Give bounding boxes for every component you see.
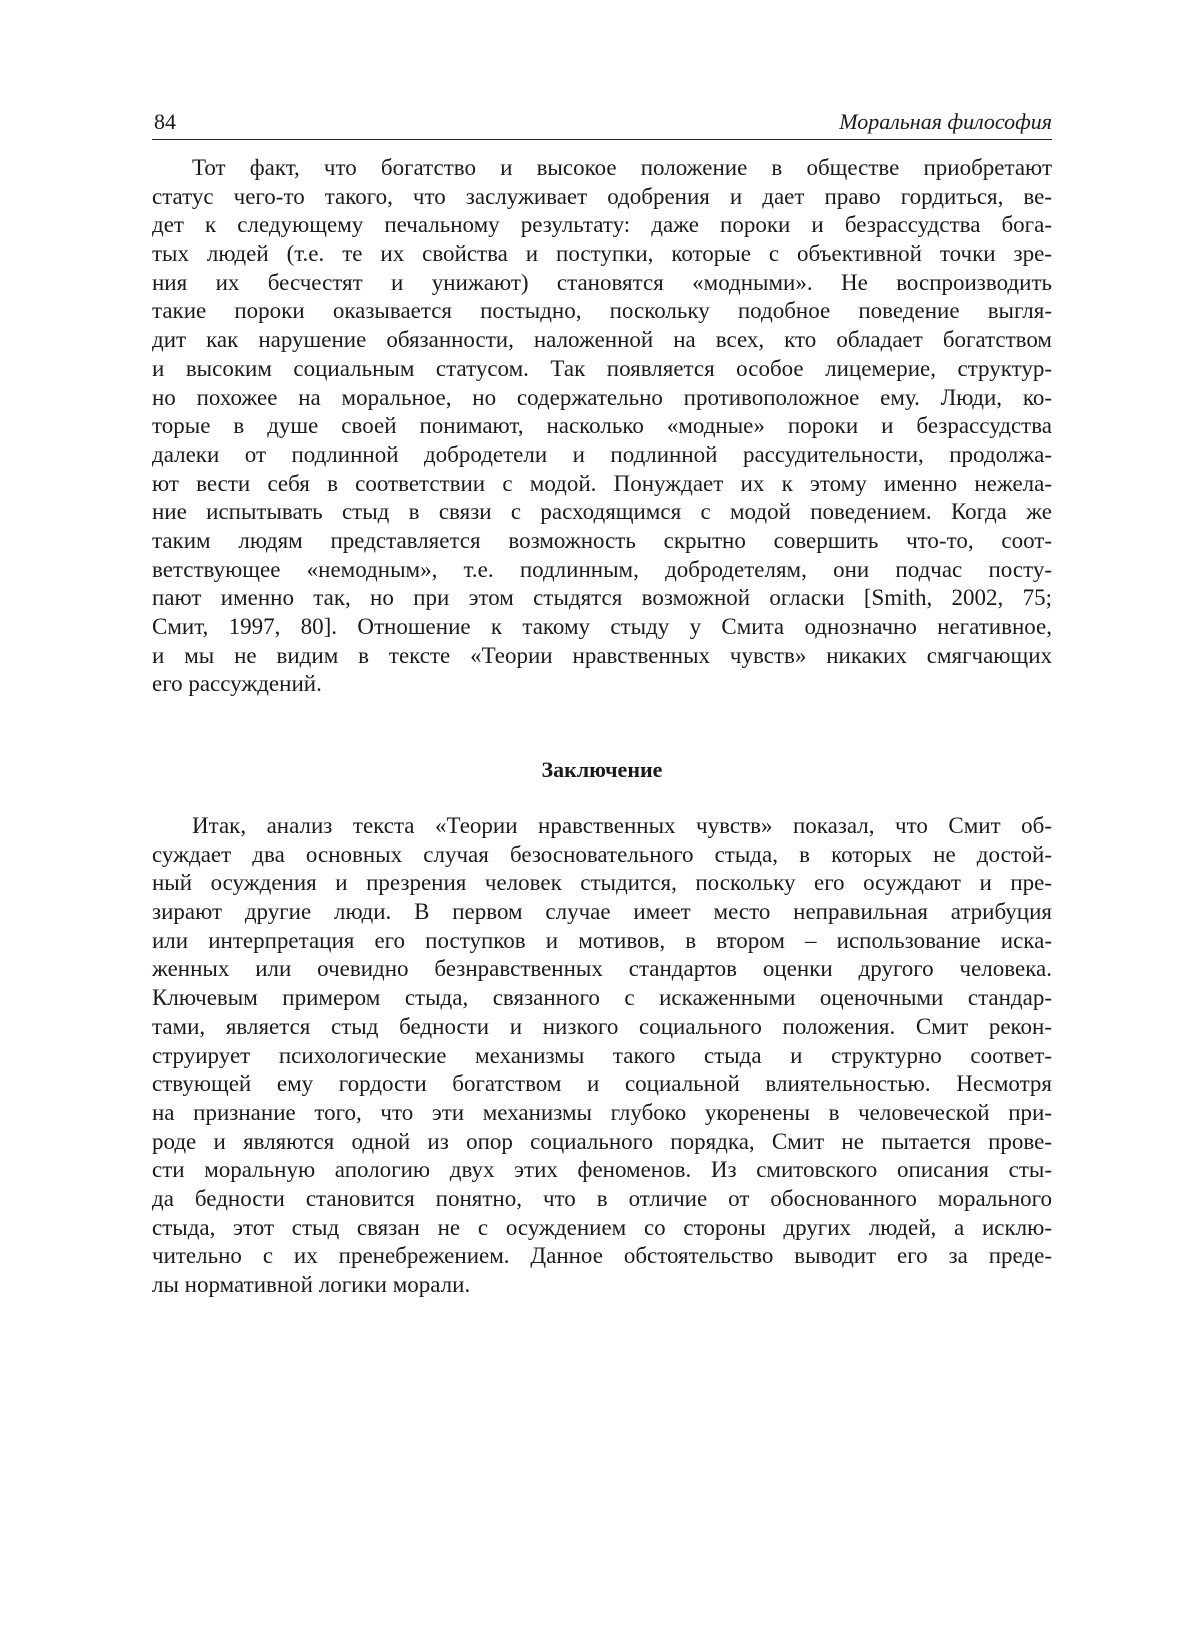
text-line: да бедности становится понятно, что в отличие от обоснованного морального xyxy=(152,1185,1052,1211)
text-line: статус чего-то такого, что заслуживает одобрения и дает право гордиться, ве- xyxy=(152,183,1052,209)
text-line: стыда, этот стыд связан не с осуждением со стороны других людей, а исклю- xyxy=(152,1214,1052,1240)
text-line: Тот факт, что богатство и высокое положение в обществе приобретают xyxy=(192,155,1052,180)
text-line: чительно с их пренебрежением. Данное обстоятельство выводит его за преде- xyxy=(152,1243,1052,1269)
page-number: 84 xyxy=(154,109,176,134)
section-heading: Заключение xyxy=(541,757,663,782)
text-line: Ключевым примером стыда, связанного с искаженными оценочными стандар- xyxy=(152,985,1052,1011)
text-line: ствующей ему гордости богатством и социальной влиятельностью. Несмотря xyxy=(152,1071,1052,1097)
text-line: и мы не видим в тексте «Теории нравственных чувств» никаких смягчающих xyxy=(152,642,1052,668)
running-title: Моральная философия xyxy=(839,109,1052,134)
text-line: Смит, 1997, 80]. Отношение к такому стыду у Смита однозначно негативное, xyxy=(152,614,1052,639)
text-line: дит как нарушение обязанности, наложенной на всех, кто обладает богатством xyxy=(152,327,1052,353)
text-line: сти моральную апологию двух этих феноменов. Из смитовского описания сты- xyxy=(152,1157,1052,1183)
text-line: Итак, анализ текста «Теории нравственных чувств» показал, что Смит об- xyxy=(192,813,1052,838)
text-line: или интерпретация его поступков и мотивов, в втором – использование иска- xyxy=(152,927,1052,953)
text-line: лы нормативной логики морали. xyxy=(152,1272,471,1297)
body-paragraph-1 xyxy=(152,154,1052,699)
text-line: но похожее на моральное, но содержательно противоположное ему. Люди, ко- xyxy=(152,384,1052,410)
text-line: ния их бесчестят и унижают) становятся «модными». Не воспроизводить xyxy=(152,269,1052,295)
text-line: на признание того, что эти механизмы глубоко укоренены в человеческой при- xyxy=(152,1099,1052,1125)
text-line: дет к следующему печальному результату: даже пороки и безрассудства бога- xyxy=(152,212,1052,238)
text-line: ветствующее «немодным», т.е. подлинным, добродетелям, они подчас посту- xyxy=(152,556,1052,582)
text-line: тами, является стыд бедности и низкого социального положения. Смит рекон- xyxy=(152,1013,1052,1039)
text-line: суждает два основных случая безосновательного стыда, в которых не достой- xyxy=(152,841,1052,867)
text-line: пают именно так, но при этом стыдятся возможной огласки [Smith, 2002, 75; xyxy=(152,585,1052,611)
text-line: тых людей (т.е. те их свойства и поступки, которые с объективной точки зре- xyxy=(152,241,1052,267)
running-header xyxy=(152,103,1052,140)
text-line: далеки от подлинной добродетели и подлинной рассудительности, продолжа- xyxy=(152,441,1052,467)
text-line: женных или очевидно безнравственных стандартов оценки другого человека. xyxy=(152,956,1052,982)
text-line: струирует психологические механизмы такого стыда и структурно соответ- xyxy=(152,1042,1052,1068)
text-line: ный осуждения и презрения человек стыдится, поскольку его осуждают и пре- xyxy=(152,870,1052,896)
text-line: ют вести себя в соответствии с модой. Понуждает их к этому именно нежела- xyxy=(152,470,1052,496)
text-line: роде и являются одной из опор социального порядка, Смит не пытается прове- xyxy=(152,1128,1052,1154)
text-line: его рассуждений. xyxy=(152,671,322,697)
text-line: и высоким социальным статусом. Так появляется особое лицемерие, структур- xyxy=(152,355,1052,381)
text-line: торые в душе своей понимают, насколько «модные» пороки и безрассудства xyxy=(152,413,1052,439)
text-line: таким людям представляется возможность скрытно совершить что-то, соот- xyxy=(152,527,1052,553)
text-line: такие пороки оказывается постыдно, поскольку подобное поведение выгля- xyxy=(152,298,1052,324)
text-line: зирают другие люди. В первом случае имеет место неправильная атрибуция xyxy=(152,899,1052,925)
body-paragraph-2 xyxy=(152,812,1052,1300)
text-line: ние испытывать стыд в связи с расходящимся с модой поведением. Когда же xyxy=(152,499,1052,525)
